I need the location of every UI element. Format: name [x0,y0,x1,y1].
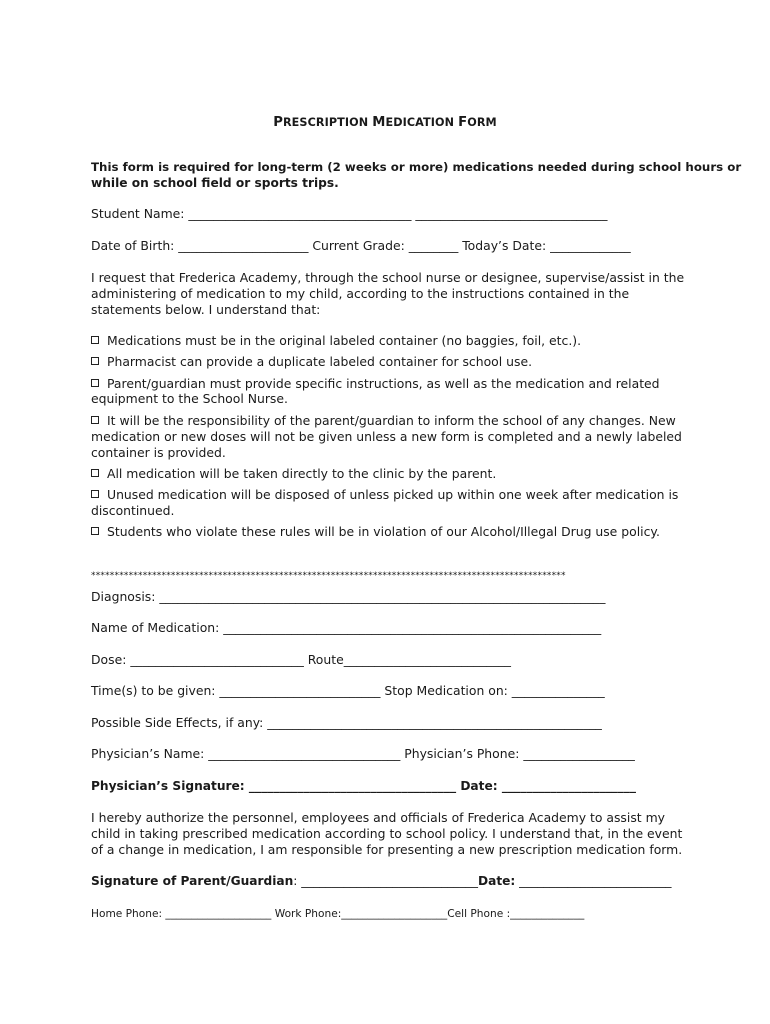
list-item: It will be the responsibility of the parent/guardian to inform the school of any changes. New [91,413,676,429]
dose-route-field[interactable]: Dose: ____________________________ Route___________________________ [91,652,511,667]
authorize-text-line-1: I hereby authorize the personnel, employees and officials of Frederica Academy to assist my [91,810,665,825]
authorize-text-line-3: of a change in medication, I am responsible for presenting a new prescription medication form. [91,842,683,857]
request-text-line-3: statements below. I understand that: [91,302,321,317]
checkbox-bullet-icon [91,527,99,535]
authorize-text-line-2: child in taking prescribed medication according to school policy. I understand that, in the event [91,826,683,841]
physician-signature-field[interactable]: Physician’s Signature: __________________________________ Date: ______________________ [91,779,636,793]
side-effects-field[interactable]: Possible Side Effects, if any: ______________________________________________________ [91,715,602,730]
request-text-line-1: I request that Frederica Academy, through the school nurse or designee, supervise/assist in the [91,270,685,285]
physician-name-phone-field[interactable]: Physician’s Name: _______________________________ Physician’s Phone: __________________ [91,746,635,761]
list-item: Unused medication will be disposed of unless picked up within one week after medication is [91,487,678,503]
list-item-continuation: container is provided. [91,445,226,460]
checkbox-bullet-icon [91,379,99,387]
checkbox-bullet-icon [91,357,99,365]
list-item-continuation: discontinued. [91,503,175,518]
list-item: Medications must be in the original labeled container (no baggies, foil, etc.). [91,333,581,349]
student-name-field[interactable]: Student Name: ____________________________________ _______________________________ [91,206,608,221]
separator-line: ***************************************************************************************************** [91,571,566,581]
diagnosis-field[interactable]: Diagnosis: ________________________________________________________________________ [91,589,606,604]
phone-numbers-field[interactable]: Home Phone: ____________________ Work Phone:____________________Cell Phone :______________ [91,908,585,920]
checkbox-bullet-icon [91,416,99,424]
intro-text-line-2: while on school field or sports trips. [91,176,339,190]
checkbox-bullet-icon [91,469,99,477]
intro-text-line-1: This form is required for long-term (2 weeks or more) medications needed during school hours or [91,160,742,174]
list-item-continuation: medication or new doses will not be given unless a new form is completed and a newly labeled [91,429,682,444]
checkbox-bullet-icon [91,336,99,344]
times-stop-field[interactable]: Time(s) to be given: __________________________ Stop Medication on: _______________ [91,683,605,698]
parent-signature-field[interactable]: Signature of Parent/Guardian: _____________________________Date: _________________________ [91,874,672,888]
list-item: All medication will be taken directly to the clinic by the parent. [91,466,496,482]
list-item: Parent/guardian must provide specific instructions, as well as the medication and related [91,376,660,392]
page-title: PRESCRIPTION MEDICATION FORM [273,115,497,130]
request-text-line-2: administering of medication to my child, according to the instructions contained in the [91,286,630,301]
checkbox-bullet-icon [91,490,99,498]
birth-grade-date-field[interactable]: Date of Birth: _____________________ Current Grade: ________ Today’s Date: _____________ [91,238,631,253]
list-item-continuation: equipment to the School Nurse. [91,391,288,406]
medication-name-field[interactable]: Name of Medication: _____________________________________________________________ [91,620,602,635]
list-item: Pharmacist can provide a duplicate labeled container for school use. [91,354,532,370]
list-item: Students who violate these rules will be in violation of our Alcohol/Illegal Drug use policy. [91,524,660,540]
